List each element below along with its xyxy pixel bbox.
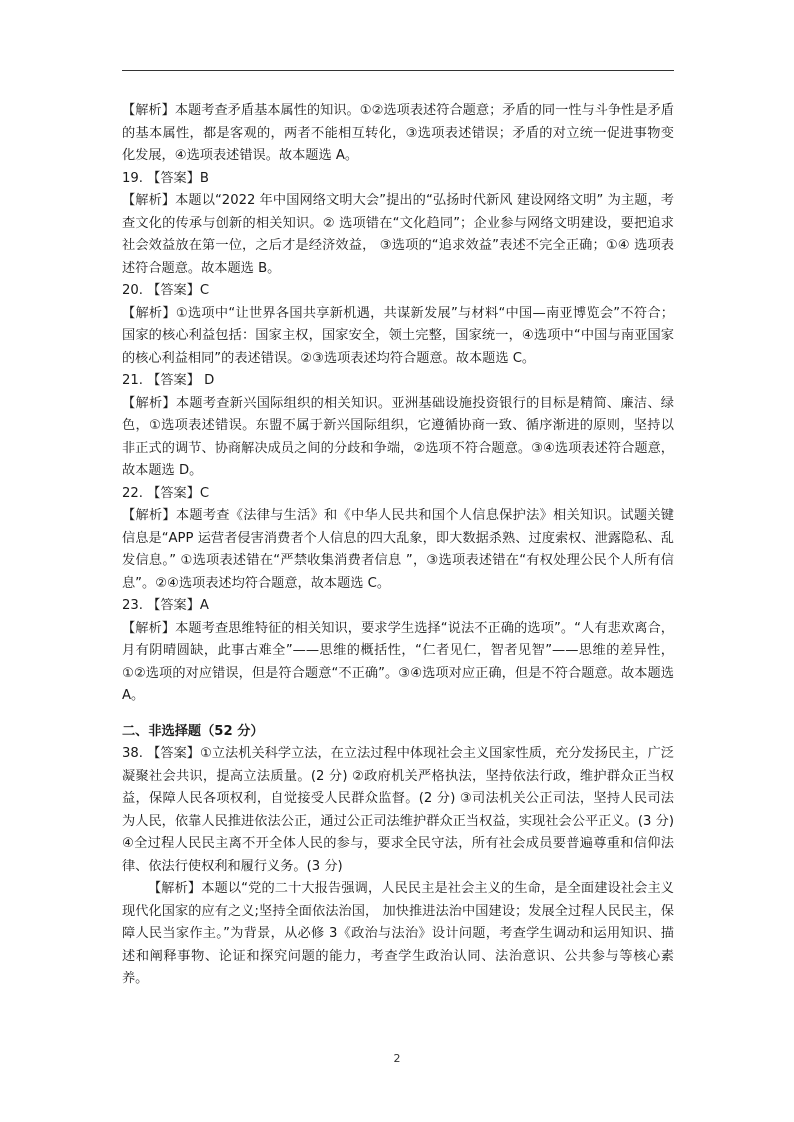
analysis-22: 【解析】本题考查《法律与生活》和《中华人民共和国个人信息保护法》相关知识。试题关键信息是“APP 运营者侵害消费者个人信息的四大乱象，即大数据杀熟、过度索权、泄露隐私、乱发信息。” ①选项表述错在“严禁收集消费者信息 ”，③选项表述错在“有权处理公民个人所有信息”。②④选项表述均符合题意，故本题选 C。 <box>122 508 674 591</box>
answer-38: 38. 【答案】①立法机关科学立法，在立法过程中体现社会主义国家性质，充分发扬民主，广泛凝聚社会共识，提高立法质量。(2 分) ②政府机关严格执法，坚持依法行政，维护群众正当权益，保障人民各项权利，自觉接受人民群众监督。(2 分) ③司法机关公正司法，坚持人民司法为人民，依靠人民推进依法公正，通过公正司法维护群众正当权益，实现社会公平正义。(3 分) ④全过程人民民主离不开全体人民的参与，要求全民守法，所有社会成员要普遍尊重和信仰法律、依法行使权利和履行义务。(3 分) <box>122 746 674 874</box>
section-heading-non-choice: 二、非选择题（52 分） <box>122 723 264 739</box>
answer-23: 23. 【答案】A <box>122 598 209 613</box>
analysis-19: 【解析】本题以“2022 年中国网络文明大会”提出的“弘扬时代新风 建设网络文明” 为主题，考查文化的传承与创新的相关知识。② 选项错在“文化趋同”；企业参与网络文明建设，要把追求社会效益放在第一位，之后才是经济效益， ③选项的“追求效益”表述不完全正确；①④ 选项表述符合题意。故本题选 B。 <box>122 193 674 276</box>
analysis-23: 【解析】本题考查思维特征的相关知识，要求学生选择“说法不正确的选项”。“人有悲欢离合，月有阴晴圆缺，此事古难全”——思维的概括性，“仁者见仁，智者见智”——思维的差异性，①②选项的对应错误，但是符合题意“不正确”。③④选项对应正确，但是不符合题意。故本题选 A。 <box>122 620 674 703</box>
analysis-20: 【解析】①选项中“让世界各国共享新机遇，共谋新发展”与材料“中国—南亚博览会”不符合；国家的核心利益包括：国家主权，国家安全，领土完整，国家统一，④选项中“中国与南亚国家的核心利益相同”的表述错误。②③选项表述均符合题意。故本题选 C。 <box>122 305 674 366</box>
answer-22: 22. 【答案】C <box>122 485 210 501</box>
analysis-38: 【解析】本题以“党的二十大报告强调，人民民主是社会主义的生命，是全面建设社会主义现代化国家的应有之义;坚持全面依法治国， 加快推进法治中国建设；发展全过程人民民主，保障人民当家作主。”为背景，从必修 3《政治与法治》设计问题，考查学生调动和运用知识、描述和阐释事物、论证和探究问题的能力，考查学生政治认同、法治意识、公共参与等核心素养。 <box>122 881 674 986</box>
answer-19: 19. 【答案】B <box>122 170 209 186</box>
analysis-18: 【解析】本题考查矛盾基本属性的知识。①②选项表述符合题意；矛盾的同一性与斗争性是矛盾的基本属性，都是客观的，两者不能相互转化，③选项表述错误；矛盾的对立统一促进事物变化发展，④选项表述错误。故本题选 A。 <box>122 103 674 163</box>
answer-21: 21. 【答案】 D <box>122 373 215 388</box>
header-rule <box>122 70 674 71</box>
page-number: 2 <box>393 1052 401 1065</box>
analysis-21: 【解析】本题考查新兴国际组织的相关知识。亚洲基础设施投资银行的目标是精简、廉洁、绿色，①选项表述错误。东盟不属于新兴国际组织，它遵循协商一致、循序渐进的原则，坚持以非正式的调节、协商解决成员之间的分歧和争端，②选项不符合题意。③④选项表述符合题意，故本题选 D。 <box>122 395 674 478</box>
document-body <box>122 100 674 991</box>
answer-20: 20. 【答案】C <box>122 283 210 298</box>
